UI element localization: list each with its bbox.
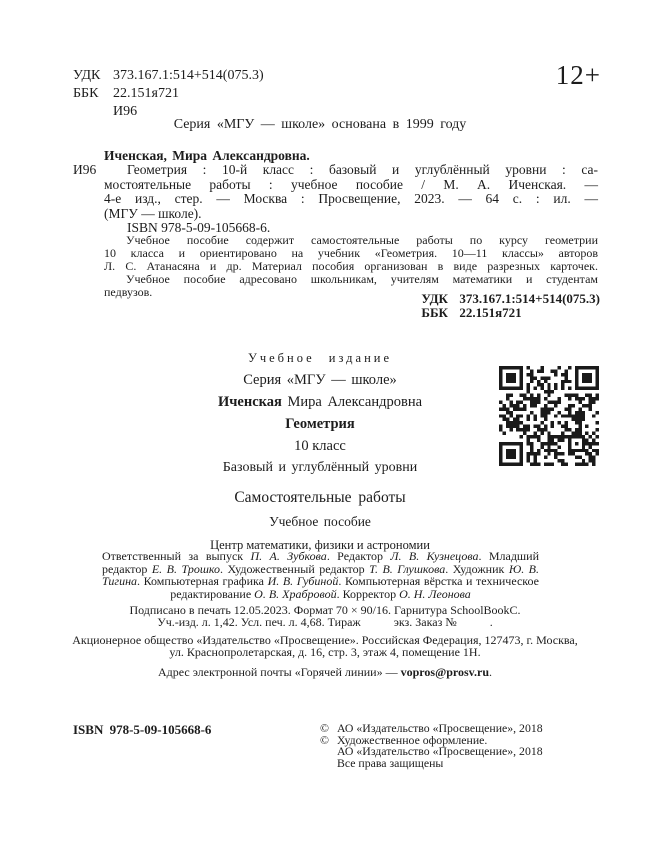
text-line: Л. С. Атанасяна и др. Материал пособия организован в виде разрезных карточек. xyxy=(104,258,598,273)
text-segment: Адрес электронной почты «Горячей линии» — xyxy=(157,665,401,679)
copyright-symbol: © xyxy=(320,721,329,735)
copyright-text: Художественное оформление. xyxy=(337,732,488,747)
udk-right-label: УДК xyxy=(421,291,448,306)
text-segment: И. В. Губиной xyxy=(267,574,339,589)
text-segment: Л. В. Кузнецова xyxy=(390,549,479,563)
edition-subtitle: Самостоятельные работы xyxy=(234,489,406,506)
edition-kind: Учебное издание xyxy=(247,351,393,365)
text-line: Учебное пособие адресовано школьникам, учителям математики и студентам xyxy=(126,271,598,286)
udk-right-value: 373.167.1:514+514(075.3) xyxy=(459,291,600,306)
bbk-row xyxy=(73,85,264,103)
hotline-email-line xyxy=(65,665,585,680)
text-line: 10 класса и ориентировано на учебник «Геометрия. 10—11 классы» авторов xyxy=(104,245,598,260)
publishing-center-name: Центр математики, физики и астрономии xyxy=(210,538,430,552)
text-segment: . Компьютерная вёрстка и техническое редактирование xyxy=(170,574,539,602)
bibliographic-entry xyxy=(73,163,598,236)
text-segment: Ю. В. Тигина xyxy=(102,561,540,589)
text-segment: О. Н. Леонова xyxy=(399,587,471,602)
edition-author xyxy=(75,394,565,411)
copyright-text: АО «Издательство «Просвещение», 2018 xyxy=(337,721,543,735)
bbk-value: 22.151я721 xyxy=(113,86,179,101)
editorial-credits xyxy=(102,550,539,601)
text-segment: vopros@prosv.ru xyxy=(400,665,490,679)
copyright-symbol xyxy=(320,746,337,758)
series-founding-note: Серия «МГУ — школе» основана в 1999 году xyxy=(173,117,467,132)
udk-value: 373.167.1:514+514(075.3) xyxy=(113,68,264,83)
author-sign: И96 xyxy=(113,104,138,119)
publisher-address-line1: Акционерное общество «Издательство «Просвещение». Российская Федерация, 127473, г. Москва, xyxy=(72,633,578,647)
edition-levels: Базовый и углублённый уровни xyxy=(222,460,418,475)
edition-grade: 10 класс xyxy=(294,438,346,454)
copyright-symbol xyxy=(320,758,337,770)
bbk-label: ББК xyxy=(73,86,99,101)
text-segment: . Художественный редактор xyxy=(220,561,370,576)
bbk-right-row xyxy=(421,306,600,320)
udk-label: УДК xyxy=(73,68,101,83)
isbn-number: ISBN 978-5-09-105668-6 xyxy=(73,722,212,737)
bbk-right-label: ББК xyxy=(421,304,448,320)
udk-right-row xyxy=(421,292,600,306)
text-segment: Т. В. Глушкова xyxy=(369,561,446,576)
text-segment: . xyxy=(489,665,493,679)
copyright-text: АО «Издательство «Просвещение», 2018 xyxy=(337,744,543,758)
qr-code xyxy=(499,366,599,466)
catalog-author-heading: Иченская, Мира Александровна. xyxy=(104,148,310,163)
text-line: педвузов. xyxy=(104,284,153,299)
bbk-right-value: 22.151я721 xyxy=(459,304,522,320)
text-line: мостоятельные работы : учебное пособие / М. А. Иченская. — xyxy=(104,176,598,192)
imprint-print-info: Подписано в печать 12.05.2023. Формат 70 × 90/16. Гарнитура SchoolBookC. xyxy=(129,603,521,617)
bibliographic-entry-lines xyxy=(104,163,598,236)
text-line: (МГУ — школе). xyxy=(104,205,202,221)
qr-code-image xyxy=(499,366,599,466)
text-segment: . Художник xyxy=(445,561,509,576)
text-segment: Мира Александровна xyxy=(281,394,423,410)
copyright-text: Все права защищены xyxy=(337,755,444,770)
text-segment: Иченская xyxy=(217,394,282,410)
udk-row xyxy=(73,67,264,85)
classification-codes-right xyxy=(421,292,600,320)
annotation-paragraphs xyxy=(104,234,598,299)
copyright-block xyxy=(320,723,543,769)
text-segment: . Компьютерная графика xyxy=(137,574,268,589)
publisher-address-line2: ул. Краснопролетарская, д. 16, стр. 3, этаж 4, помещение 1Н. xyxy=(169,645,481,659)
copyright-symbol: © xyxy=(320,732,329,747)
classification-codes xyxy=(73,67,264,121)
edition-series: Серия «МГУ — школе» xyxy=(243,372,397,388)
entry-code: И96 xyxy=(73,162,97,177)
text-segment: . Редактор xyxy=(326,549,391,563)
text-segment: Ответственный за выпуск xyxy=(102,549,251,563)
text-line: Учебное пособие содержит самостоятельные работы по курсу геометрии xyxy=(126,233,598,247)
text-segment: П. А. Зубкова xyxy=(250,549,327,563)
text-segment: Е. В. Трошко xyxy=(151,561,221,576)
text-line: ISBN 978-5-09-105668-6. xyxy=(127,220,271,236)
age-rating-badge: 12+ xyxy=(555,60,601,90)
text-line: 4-е изд., стер. — Москва : Просвещение, 2023. — 64 с. : ил. — xyxy=(104,191,598,207)
imprint-volume-info: Уч.-изд. л. 1,42. Усл. печ. л. 4,68. Тираж экз. Заказ № . xyxy=(157,615,493,629)
text-segment: О. В. Храбровой xyxy=(254,587,337,602)
edition-title: Геометрия xyxy=(285,416,355,432)
text-segment: . Младший редактор xyxy=(102,549,540,576)
edition-type: Учебное пособие xyxy=(269,514,371,529)
copyright-row xyxy=(320,755,543,770)
text-line: Геометрия : 10-й класс : базовый и углублённый уровни : са- xyxy=(127,162,598,177)
text-segment: . Корректор xyxy=(336,587,400,602)
